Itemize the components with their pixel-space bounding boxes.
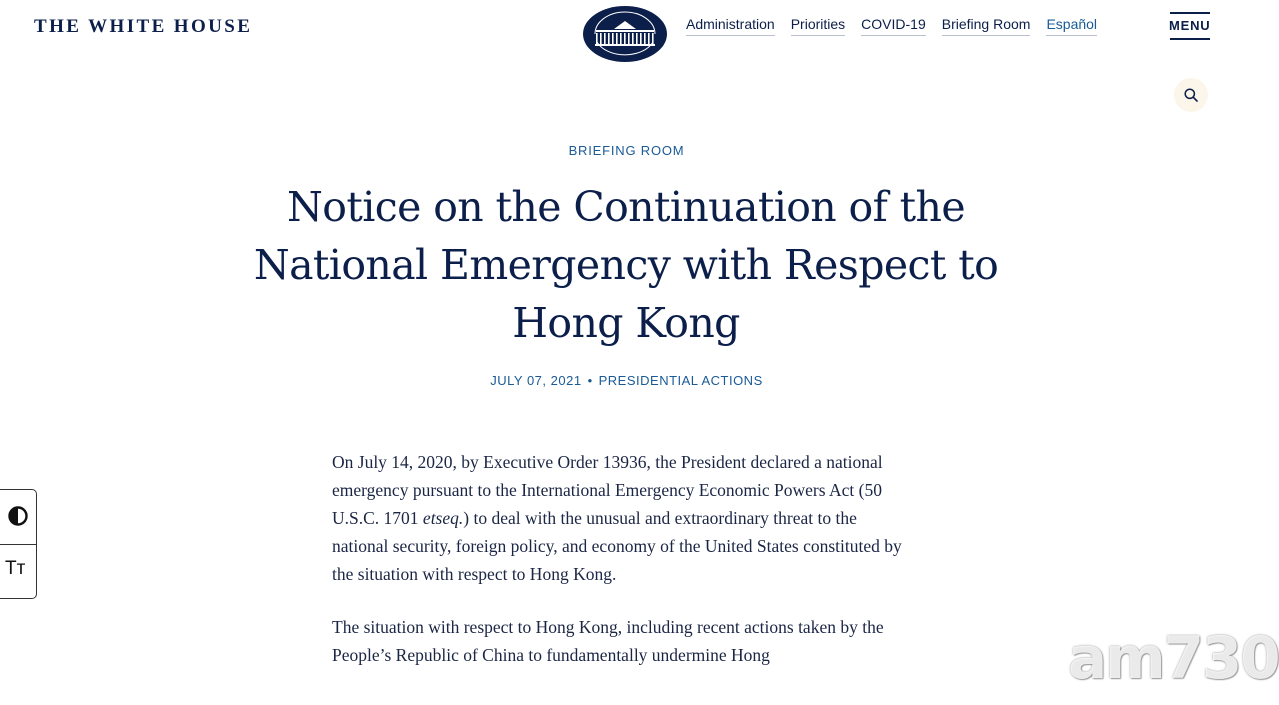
menu-bar-top <box>1170 12 1210 14</box>
page-title: Notice on the Continuation of the National Emergency with Respect to Hong Kong <box>253 183 999 347</box>
article-date: JULY 07, 2021 <box>490 373 582 388</box>
article-category[interactable]: BRIEFING ROOM <box>568 143 685 158</box>
meta-separator: • <box>587 373 593 388</box>
site-title[interactable]: THE WHITE HOUSE <box>34 16 253 37</box>
main-nav <box>686 15 1097 36</box>
white-house-seal-icon[interactable] <box>583 6 667 62</box>
article-paragraph: The situation with respect to Hong Kong, including recent actions taken by the People’s Republic of China to fundamentally undermine Hong <box>332 617 884 665</box>
nav-administration[interactable]: Administration <box>686 15 775 36</box>
contrast-toggle-button[interactable] <box>0 490 36 545</box>
nav-briefing-room[interactable]: Briefing Room <box>942 15 1031 36</box>
accessibility-toolbar <box>0 489 37 599</box>
article-body <box>332 448 912 694</box>
text-size-button[interactable] <box>0 544 36 598</box>
menu-label: MENU <box>1169 18 1211 33</box>
text-size-icon: Tт <box>5 558 26 579</box>
article-section-link[interactable]: PRESIDENTIAL ACTIONS <box>598 373 763 388</box>
watermark-logo: am730 <box>1068 624 1279 692</box>
nav-espanol[interactable]: Español <box>1046 15 1097 36</box>
nav-covid-19[interactable]: COVID-19 <box>861 15 926 36</box>
menu-bar-bottom <box>1170 38 1210 40</box>
article-paragraph: On July 14, 2020, by Executive Order 13936, the President declared a national emergency pursuant to the International Emergency Economic Powers Act (50 U.S.C. 1701 etseq.) to deal with the unusual and extraordinary threat to the national security, foreign policy, and economy of the United States constituted by the situation with respect to Hong Kong. <box>332 452 902 584</box>
search-button[interactable] <box>1174 78 1208 112</box>
nav-priorities[interactable]: Priorities <box>791 15 845 36</box>
contrast-icon <box>6 504 30 528</box>
search-icon <box>1183 87 1199 103</box>
menu-button[interactable] <box>1168 12 1212 40</box>
article-meta <box>0 373 1253 388</box>
